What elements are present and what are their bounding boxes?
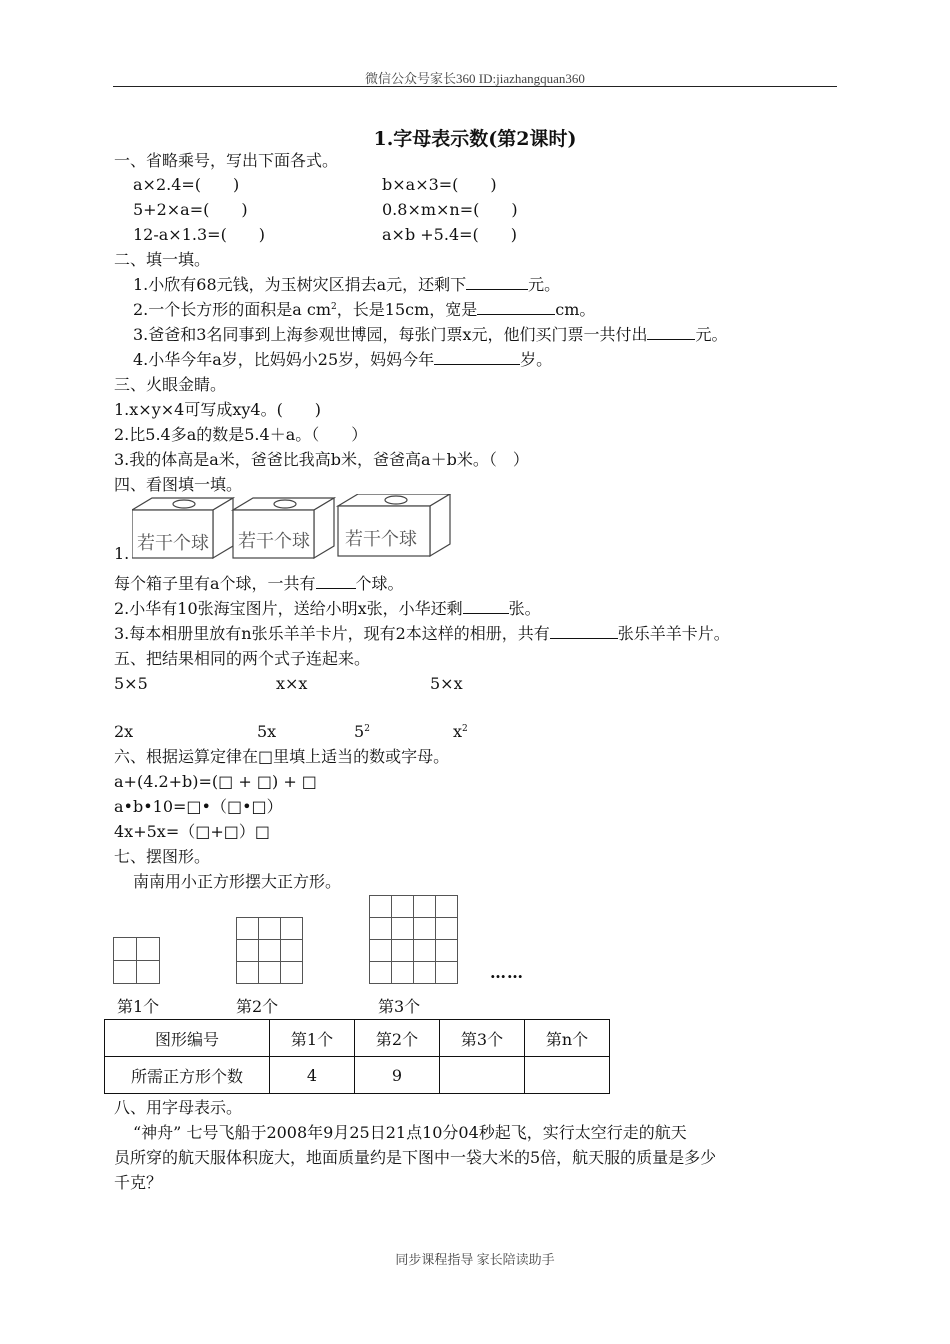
ball-boxes-figure [132,494,452,562]
section-4-heading: 四、看图填一填。 [114,475,243,494]
section-3-heading: 三、火眼金睛。 [114,375,227,394]
section-2-heading: 二、填一填。 [114,250,211,269]
page-header: 微信公众号家长360 ID:jiazhangquan360 [365,71,585,86]
section-6-heading: 六、根据运算定律在□里填上适当的数或字母。 [114,747,450,766]
s3-item: 2.比5.4多a的数是5.4＋a。（ ） [114,425,368,444]
s4-question-2 [114,599,541,619]
s1-item: 12-a×1.3=( ) [133,225,266,244]
s4-q1-number: 1. [114,544,130,563]
s4-q3-text: 3.每本相册里放有n张乐羊羊卡片，现有2本这样的相册，共有 [114,624,550,643]
figure-label: 第1个 [117,997,160,1016]
s1-item: 5+2×a=( ) [133,200,248,219]
square-count-table [104,1019,610,1094]
box-2-hole [274,500,296,508]
table-header-cell: 图形编号 [105,1020,270,1057]
s2-q2-text-b: ，长是15cm，宽是 [336,300,478,319]
s8-text-line: “神舟” 七号飞船于2008年9月25日21点10分04秒起飞，实行太空行走的航天 [133,1123,687,1142]
s1-item: a×2.4=( ) [133,175,240,194]
figure-label: 第3个 [378,997,421,1016]
figure-label: 第2个 [236,997,279,1016]
s5-bottom-expr[interactable]: 5x [257,722,277,741]
s4-q2-text: 2.小华有10张海宝图片，送给小明x张，小华还剩 [114,599,463,618]
s2-q4-text: 4.小华今年a岁，比妈妈小25岁，妈妈今年 [133,350,435,369]
s5-bottom-expr[interactable] [354,722,370,742]
s3-item: 1.x×y×4可写成xy4。( ) [114,400,322,419]
s1-item: 0.8×m×n=( ) [382,200,518,219]
section-1-heading: 一、省略乘号，写出下面各式。 [114,151,339,170]
s6-item: 4x+5x=（□+□）□ [114,822,270,841]
table-row-label: 所需正方形个数 [105,1057,270,1094]
s2-question-1 [133,275,560,295]
answer-blank[interactable] [550,624,618,639]
s4-q1-unit: 个球。 [355,574,404,593]
s8-text-line: 千克？ [114,1173,163,1192]
answer-blank[interactable] [316,574,356,589]
answer-blank[interactable] [477,300,555,315]
s4-question-3 [114,624,730,644]
s5-top-expr[interactable]: 5×x [430,674,463,693]
s4-q2-unit: 张。 [508,599,541,618]
boxes-svg [132,494,452,562]
s3-item: 3.我的体高是a米，爸爸比我高b米，爸爸高a＋b米。（ ） [114,450,529,469]
table-header-cell: 第2个 [355,1020,440,1057]
s2-question-2 [133,300,595,320]
s8-text-line: 员所穿的航天服体积庞大，地面质量约是下图中一袋大米的5倍，航天服的质量是多少 [114,1148,717,1167]
header-rule [113,86,837,87]
table-cell: 9 [355,1057,440,1094]
s1-item: b×a×3=( ) [382,175,497,194]
table-header-cell: 第1个 [270,1020,355,1057]
s5-b3-sup: 2 [364,724,370,734]
box-1-label: 若干个球 [137,533,209,554]
section-7-heading: 七、摆图形。 [114,847,211,866]
s4-question-1 [114,574,404,594]
s2-q3-text: 3.爸爸和3名同事到上海参观世博园，每张门票x元，他们买门票一共付出 [133,325,648,344]
s5-bottom-expr[interactable]: 2x [114,722,134,741]
s5-b4-base: x [453,722,463,741]
s5-bottom-expr[interactable] [453,722,468,742]
page-footer: 同步课程指导 家长陪读助手 [395,1252,555,1267]
s7-intro: 南南用小正方形摆大正方形。 [133,872,342,891]
section-8-heading: 八、用字母表示。 [114,1098,243,1117]
s6-item: a•b•10=□•（□•□） [114,797,283,816]
box-2-label: 若干个球 [238,531,310,552]
s5-b3-base: 5 [354,722,365,741]
table-row [105,1057,610,1094]
s5-b4-sup: 2 [462,724,468,734]
table-header-cell: 第3个 [440,1020,525,1057]
s5-top-expr[interactable]: x×x [276,674,308,693]
section-5-heading: 五、把结果相同的两个式子连起来。 [114,649,371,668]
s1-item: a×b +5.4=( ) [382,225,518,244]
table-cell-empty[interactable] [525,1057,610,1094]
s4-q1-text: 每个箱子里有a个球，一共有 [114,574,316,593]
s2-question-3 [133,325,728,345]
s6-item: a+(4.2+b)=(□ + □) + □ [114,772,317,791]
s4-q3-unit: 张乐羊羊卡片。 [617,624,730,643]
answer-blank[interactable] [466,275,528,290]
answer-blank[interactable] [463,599,509,614]
box-3-hole [385,496,407,504]
s2-q1-unit: 元。 [528,275,561,294]
square-grids-svg [113,893,463,985]
s2-q4-unit: 岁。 [520,350,553,369]
s2-q2-unit: cm。 [555,300,596,319]
page-title: 1.字母表示数(第2课时) [373,128,577,150]
table-header-cell: 第n个 [525,1020,610,1057]
s2-q2-sup: 2 [331,302,337,312]
s2-q3-unit: 元。 [695,325,728,344]
answer-blank[interactable] [647,325,695,340]
s2-question-4 [133,350,552,370]
answer-blank[interactable] [434,350,520,365]
table-header-row [105,1020,610,1057]
box-3-label: 若干个球 [345,529,417,550]
square-figures [113,893,463,985]
table-cell: 4 [270,1057,355,1094]
s5-top-expr[interactable]: 5×5 [114,674,148,693]
figure-2-grid [237,918,303,984]
s7-ellipsis: …… [490,963,524,982]
s2-q1-text: 1.小欣有68元钱，为玉树灾区捐去a元，还剩下 [133,275,467,294]
s2-q2-text: 2.一个长方形的面积是a cm [133,300,332,319]
table-cell-empty[interactable] [440,1057,525,1094]
box-1-hole [173,500,195,508]
